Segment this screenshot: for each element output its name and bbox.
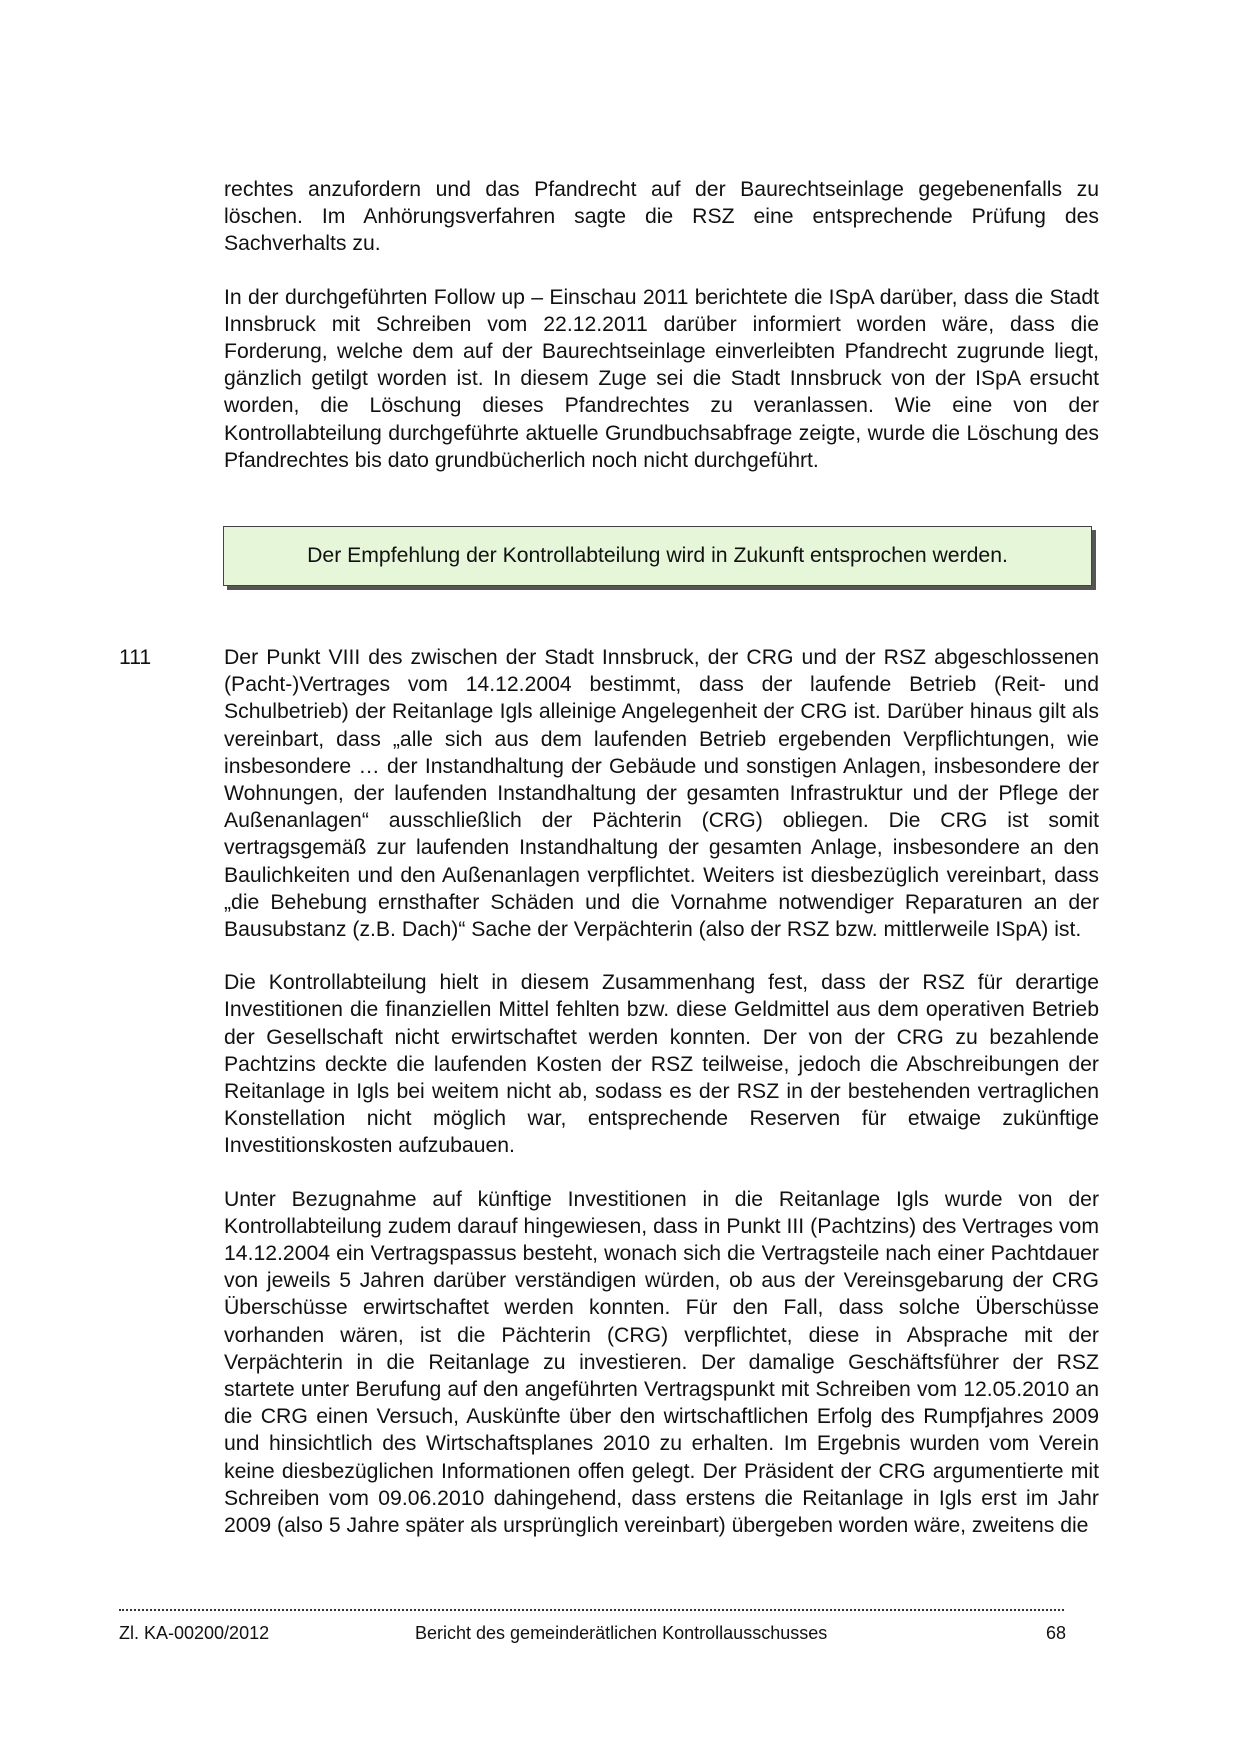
section-number: 111 <box>119 646 152 669</box>
section-paragraph-1: Der Punkt VIII des zwischen der Stadt Innsbruck, der CRG und der RSZ abgeschlossenen (Pacht-)Vertrages vom 14.12.2004 bestimmt, dass der laufende Betrieb (Reit- und Schulbetrieb) der Reitanlage Igls alleinige Angelegenheit der CRG ist. Darüber hinaus gilt als vereinbart, dass „alle sich aus dem laufenden Betrieb ergebenden Verpflichtungen, wie insbesondere … der Instandhaltung der Gebäude und sonstigen Anlagen, insbesondere der Wohnungen, der laufenden Instandhaltung der gesamten Infrastruktur und der Pflege der Außenanlagen“ ausschließlich der Pächterin (CRG) obliegen. Die CRG ist somit vertragsgemäß zur laufenden Instandhaltung der gesamten Anlage, insbesondere an den Baulichkeiten und den Außenanlagen verpflichtet. Weiters ist diesbezüglich vereinbart, dass „die Behebung ernsthafter Schäden und die Vornahme notwendiger Reparaturen an der Bausubstanz (z.B. Dach)“ Sache der Verpächterin (also der RSZ bzw. mittlerweile ISpA) ist. <box>224 646 1099 942</box>
top-text-block <box>224 176 1099 474</box>
section-paragraph-3: Unter Bezugnahme auf künftige Investitionen in die Reitanlage Igls wurde von der Kontrollabteilung zudem darauf hingewiesen, dass in Punkt III (Pachtzins) des Vertrages vom 14.12.2004 ein Vertragspassus besteht, wonach sich die Vertragsteile nach einer Pachtdauer von jeweils 5 Jahren darüber verständigen würden, ob aus der Vereinsgebarung der CRG Überschüsse erwirtschaftet werden konnten. Für den Fall, dass solche Überschüsse vorhanden wären, ist die Pächterin (CRG) verpflichtet, diese in Absprache mit der Verpächterin in die Reitanlage zu investieren. Der damalige Geschäftsführer der RSZ startete unter Berufung auf den angeführten Vertragspunkt mit Schreiben vom 12.05.2010 an die CRG einen Versuch, Auskünfte über den wirtschaftlichen Erfolg des Rumpfjahres 2009 und hinsichtlich des Wirtschaftsplanes 2010 zu erhalten. Im Ergebnis wurden vom Verein keine diesbezüglichen Informationen offen gelegt. Der Präsident der CRG argumentierte mit Schreiben vom 09.06.2010 dahingehend, dass erstens die Reitanlage in Igls erst im Jahr 2009 (also 5 Jahre später als ursprünglich vereinbart) übergeben worden wäre, zweitens die <box>224 1187 1099 1538</box>
paragraph-gap <box>224 258 1099 284</box>
recommendation-callout-text: Der Empfehlung der Kontrollabteilung wird in Zukunft entsprochen werden. <box>307 544 1008 567</box>
paragraph-gap <box>224 1160 1099 1186</box>
section-body <box>224 644 1099 1539</box>
footer-page-number: 68 <box>1046 1623 1067 1643</box>
paragraph-top-1: rechtes anzufordern und das Pfandrecht auf der Baurechtseinlage gegebenenfalls zu löschen. Im Anhörungsverfahren sagte die RSZ eine entsprechende Prüfung des Sachverhalts zu. <box>224 178 1099 256</box>
footer-reference: Zl. KA-00200/2012 <box>119 1623 270 1643</box>
section-paragraph-2: Die Kontrollabteilung hielt in diesem Zusammenhang fest, dass der RSZ für derartige Investitionen die finanziellen Mittel fehlten bzw. diese Geldmittel aus dem operativen Betrieb der Gesellschaft nicht erwirtschaftet werden konnten. Der von der CRG zu bezahlende Pachtzins deckte die laufenden Kosten der RSZ teilweise, jedoch die Abschreibungen der Reitanlage in Igls bei weitem nicht ab, sodass es der RSZ in der bestehenden vertraglichen Konstellation nicht möglich war, entsprechende Reserven für etwaige zukünftige Investitionskosten aufzubauen. <box>224 971 1099 1158</box>
paragraph-top-2: In der durchgeführten Follow up – Einschau 2011 berichtete die ISpA darüber, dass die Stadt Innsbruck mit Schreiben vom 22.12.2011 darüber informiert worden wäre, dass die Forderung, welche dem auf der Baurechtseinlage einverleibten Pfandrecht zugrunde liegt, gänzlich getilgt worden ist. In diesem Zuge sei die Stadt Innsbruck von der ISpA ersucht worden, die Löschung dieses Pfandrechtes zu veranlassen. Wie eine von der Kontrollabteilung durchgeführte aktuelle Grundbuchsabfrage zeigte, wurde die Löschung des Pfandrechtes bis dato grundbücherlich noch nicht durchgeführt. <box>224 285 1099 472</box>
footer-title: Bericht des gemeinderätlichen Kontrollausschusses <box>415 1623 828 1643</box>
recommendation-callout-box <box>223 526 1092 586</box>
paragraph-gap <box>224 943 1099 969</box>
footer-dotted-rule <box>119 1609 1064 1611</box>
